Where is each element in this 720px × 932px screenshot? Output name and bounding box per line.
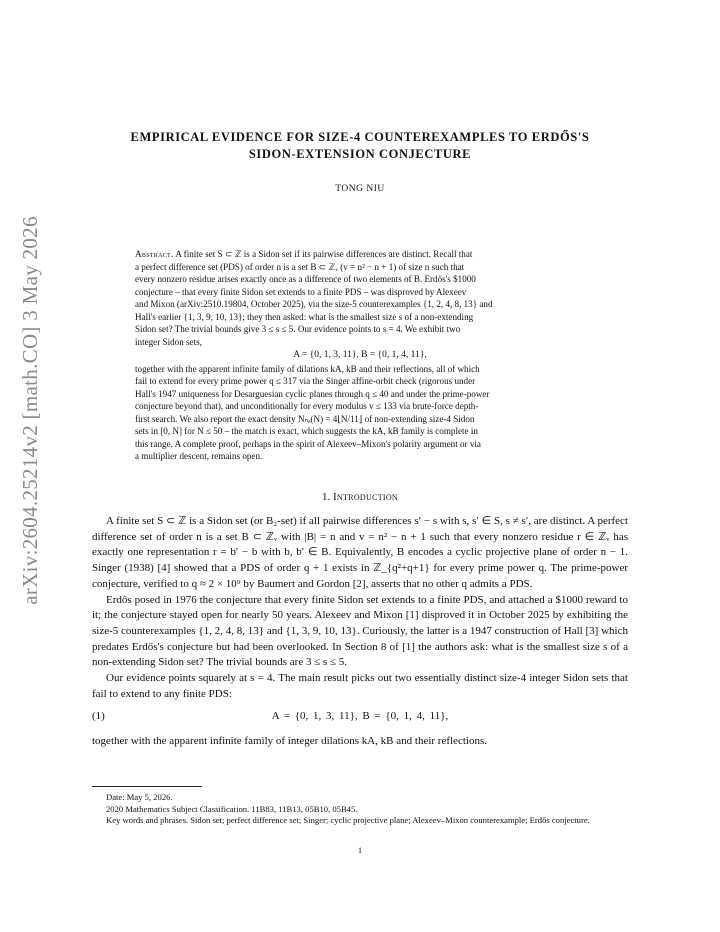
footnote-rule [92,786,202,787]
paragraph-4: together with the apparent infinite family of integer dilations kA, kB and their reflections. [92,735,487,748]
abstract-line-11: Hall's 1947 uniqueness for Desarguesian cyclic planes through q ≤ 40 and under the prime-power [135,388,490,399]
section-number: 1. [321,491,331,503]
footnote-date: Date: May 5, 2026. [106,792,173,802]
title-line-1: EMPIRICAL EVIDENCE FOR SIZE-4 COUNTEREXAMPLES TO ERDŐS'S [130,130,590,144]
abstract-line-8: integer Sidon sets, [135,336,202,347]
title-line-2: SIDON-EXTENSION CONJECTURE [248,147,472,161]
equation-1 [92,706,628,730]
abstract-line-1: Abstract. A finite set S ⊂ ℤ is a Sidon set if its pairwise differences are distinct. Recall that [135,249,473,259]
equation-number: (1) [92,710,105,723]
abstract-line-7: Sidon set? The trivial bounds give 3 ≤ s ≤ 5. Our evidence points to s = 4. We exhibit two [135,324,461,334]
abstract-line-6: Hall's earlier {1, 3, 9, 10, 13}; they then asked: what is the smallest size s of a non-extending [135,311,474,322]
footnote-keywords: Key words and phrases. Sidon set; perfect difference set; Singer; cyclic projective plane; Alexeev–Mixon counterexample; Erdős conjecture. [106,815,590,825]
abstract-line-2: a perfect difference set (PDS) of order n is a set B ⊂ ℤᵥ (v = n² − n + 1) of size n such that [135,261,465,272]
arxiv-stamp [10,160,50,660]
footnote-msc: 2020 Mathematics Subject Classification. 11B83, 11B13, 05B10, 05B45. [106,803,358,814]
paragraph-2: Erdős posed in 1976 the conjecture that every finite Sidon set extends to a finite PDS, and attached a $1000 reward to it; the conjecture stayed open for nearly 50 years. Alexeev and Mixon [1] disproved it in October 2025 by exhibiting the size-5 counterexamples {1, 2, 4, 8, 13} and {1, 3, 9, 10, 13}. Curiously, the latter is a 1947 construction of Hall [3] which predates Erdős's conjecture but had been overlooked. In Section 8 of [1] the authors ask: what is the smallest size s of a non-extending Sidon set? The trivial bounds are 3 ≤ s ≤ 5. [92,593,628,669]
abstract-line-4: conjecture – that every finite Sidon set extends to a finite PDS – was disproved by Alexeev [135,286,467,297]
introduction-body [92,514,628,750]
abstract-line-5: and Mixon (arXiv:2510.19804, October 2025), via the size-5 counterexamples {1, 2, 4, 8, 13} and [135,299,493,309]
abstract [135,248,585,463]
abstract-line-9: together with the apparent infinite family of dilations kA, kB and their reflections, all of which [135,363,480,374]
abstract-equation: A = {0, 1, 3, 11}, B = {0, 1, 4, 11}, [293,350,427,360]
abstract-line-15: this range. A complete proof, perhaps in the spirit of Alexeev–Mixon's polarity argument or via [135,438,481,449]
author-name: TONG NIU [335,184,385,194]
page-number: 1 [357,845,363,855]
abstract-line-13: first search. We also report the exact density Nₙₑ(N) = 4⌊N/11⌋ of non-extending size-4 Sidon [135,413,475,424]
abstract-line-14: sets in [0, N] for N ≤ 50 – the match is exact, which suggests the kA, kB family is complete in [135,426,478,436]
abstract-line-3: every nonzero residue arises exactly once as a difference of two elements of B. Erdős's $1000 [135,274,476,284]
equation-expression: A = {0, 1, 3, 11}, B = {0, 1, 4, 11}, [271,710,449,723]
paragraph-1: A finite set S ⊂ ℤ is a Sidon set (or B₂-set) if all pairwise differences s′ − s with s, s′ ∈ S, s ≠ s′, are distinct. A perfect difference set of order n is a set B ⊂ ℤᵥ with |B| = n and v = n² − n + 1 such that every nonzero residue r ∈ ℤᵥ has exactly one representation r = b′ − b with b, b′ ∈ B. Equivalently, B encodes a cyclic projective plane of order n − 1. Singer (1938) [4] showed that a PDS of order q + 1 exists in ℤ_{q²+q+1} for every prime power q. The prime-power conjecture, verified to q ≈ 2 × 10⁹ by Baumert and Gordon [2], asserts that no other q admits a PDS. [92,515,628,590]
abstract-line-10: fail to extend for every prime power q ≤ 317 via the Singer affine-orbit check (rigorous under [135,376,476,386]
section-title: Introduction [332,491,399,503]
arxiv-identifier: arXiv:2604.25214v2 [math.CO] 3 May 2026 [17,215,42,605]
abstract-label: Abstract. [135,249,174,259]
abstract-line-12: conjecture beyond that), and unconditionally for every modulus v ≤ 133 via brute-force depth- [135,401,479,411]
footnotes [92,792,628,827]
section-heading-introduction [92,491,628,503]
abstract-line-16: a multiplier descent, remains open. [135,451,263,461]
paper-title [92,129,628,163]
paragraph-3: Our evidence points squarely at s = 4. The main result picks out two essentially distinct size-4 integer Sidon sets that fail to extend to any finite PDS: [92,672,628,700]
